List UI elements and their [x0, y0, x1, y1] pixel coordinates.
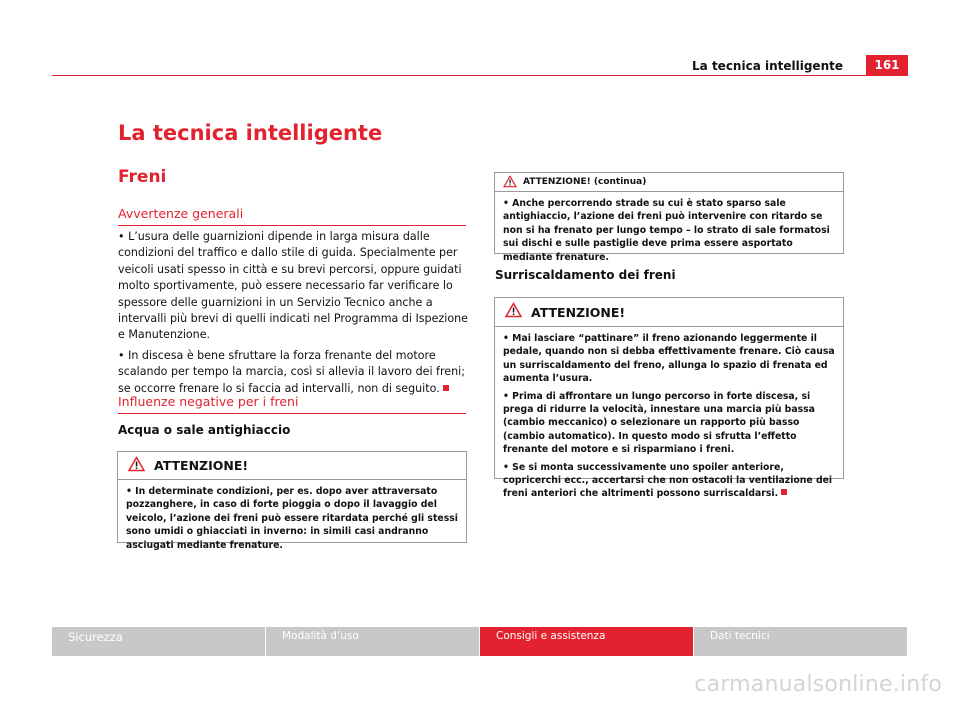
warning-item: • Mai lasciare “pattinare” il freno azionando leggermente il pedale, quando non si debba effettivamente frenare. Ciò causa un surriscaldamento del freno, allunga lo spazio di frenata ed aumenta l’usura. [503, 333, 835, 385]
warning-body [118, 480, 466, 552]
warning-item: • Prima di affrontare un lungo percorso in forte discesa, si prega di ridurre la velocità, innestare una marcia più bassa (cambio meccanico) o selezionare un rapporto più basso (cambio automatico). In questo modo si sfrutta l’effetto frenante del motore e si risparmiano i freni. [503, 390, 815, 456]
end-of-section-icon [781, 489, 787, 495]
warning-header [495, 173, 843, 192]
warning-triangle-icon [503, 173, 517, 192]
warning-triangle-icon [505, 303, 522, 322]
watermark: carmanualsonline.info [694, 672, 942, 697]
warning-box [117, 451, 467, 551]
chapter-tabs [52, 627, 908, 656]
warning-item-text: • Se si monta successivamente uno spoiler anteriore, copricerchi ecc., accertarsi che non ostacoli la ventilazione dei freni anteriori che altrimenti possono surriscaldarsi. [503, 461, 833, 500]
warning-box [494, 297, 844, 500]
heading-negative-influences: Influenze negative per i freni [118, 394, 466, 414]
general-notes-text [118, 229, 468, 401]
warning-title: ATTENZIONE! [154, 458, 249, 473]
tab-consigli-assistenza[interactable]: Consigli e assistenza [480, 627, 693, 656]
page-number: 161 [866, 55, 908, 76]
warning-item: • Anche percorrendo strade su cui è stato sparso sale antighiaccio, l’azione dei freni può intervenire con ritardo se non si ha frenato per lungo tempo – lo strato di sale formatosi sui dischi e sulle pastiglie deve prima essere asportato mediante frenature. [503, 198, 830, 263]
warning-box-continued [494, 172, 844, 263]
subheading-water-salt: Acqua o sale antighiaccio [118, 423, 291, 437]
warning-body [495, 327, 843, 501]
warning-title: ATTENZIONE! [531, 304, 626, 320]
section-title: Freni [118, 167, 167, 187]
end-of-section-icon [443, 385, 449, 391]
paragraph-text: • In discesa è bene sfruttare la forza frenante del motore scalando per tempo la marcia, così si allevia il lavoro dei freni; se occorre frenare lo si faccia ad intervalli, non di seguito. [118, 348, 465, 395]
paragraph: • L’usura delle guarnizioni dipende in larga misura dalle condizioni del traffico e dallo stile di guida. Specialmente per veicoli usati spesso in città e su brevi percorsi, oppure guidati molto sportivamente, può essere necessario far verificare lo spessore delle guarnizioni in un Servizio Tecnico anche a intervalli più brevi di quelli indicati nel Programma di Ispezione e Manutenzione. [118, 230, 468, 342]
tab-sicurezza[interactable]: Sicurezza [52, 627, 265, 656]
warning-item [503, 461, 835, 501]
subheading-overheating: Surriscaldamento dei freni [495, 268, 676, 282]
heading-general-notes: Avvertenze generali [118, 206, 466, 226]
tab-modalita-uso[interactable]: Modalità d’uso [266, 627, 479, 656]
header-rule [52, 75, 908, 76]
page-title: La tecnica intelligente [118, 121, 383, 145]
warning-header [495, 298, 843, 327]
paragraph [118, 348, 468, 397]
tab-dati-tecnici[interactable]: Dati tecnici [694, 627, 907, 656]
warning-item: • In determinate condizioni, per es. dopo aver attraversato pozzanghere, in caso di forte pioggia o dopo il lavaggio del veicolo, l’azione dei freni può essere ritardata perché gli stessi sono umidi o ghiacciati in inverno: in simili casi andranno asciugati mediante frenature. [126, 486, 458, 551]
warning-body [495, 192, 843, 264]
warning-triangle-icon [128, 456, 145, 475]
running-title: La tecnica intelligente [692, 59, 843, 73]
warning-header [118, 452, 466, 480]
warning-title: ATTENZIONE! (continua) [523, 177, 647, 187]
